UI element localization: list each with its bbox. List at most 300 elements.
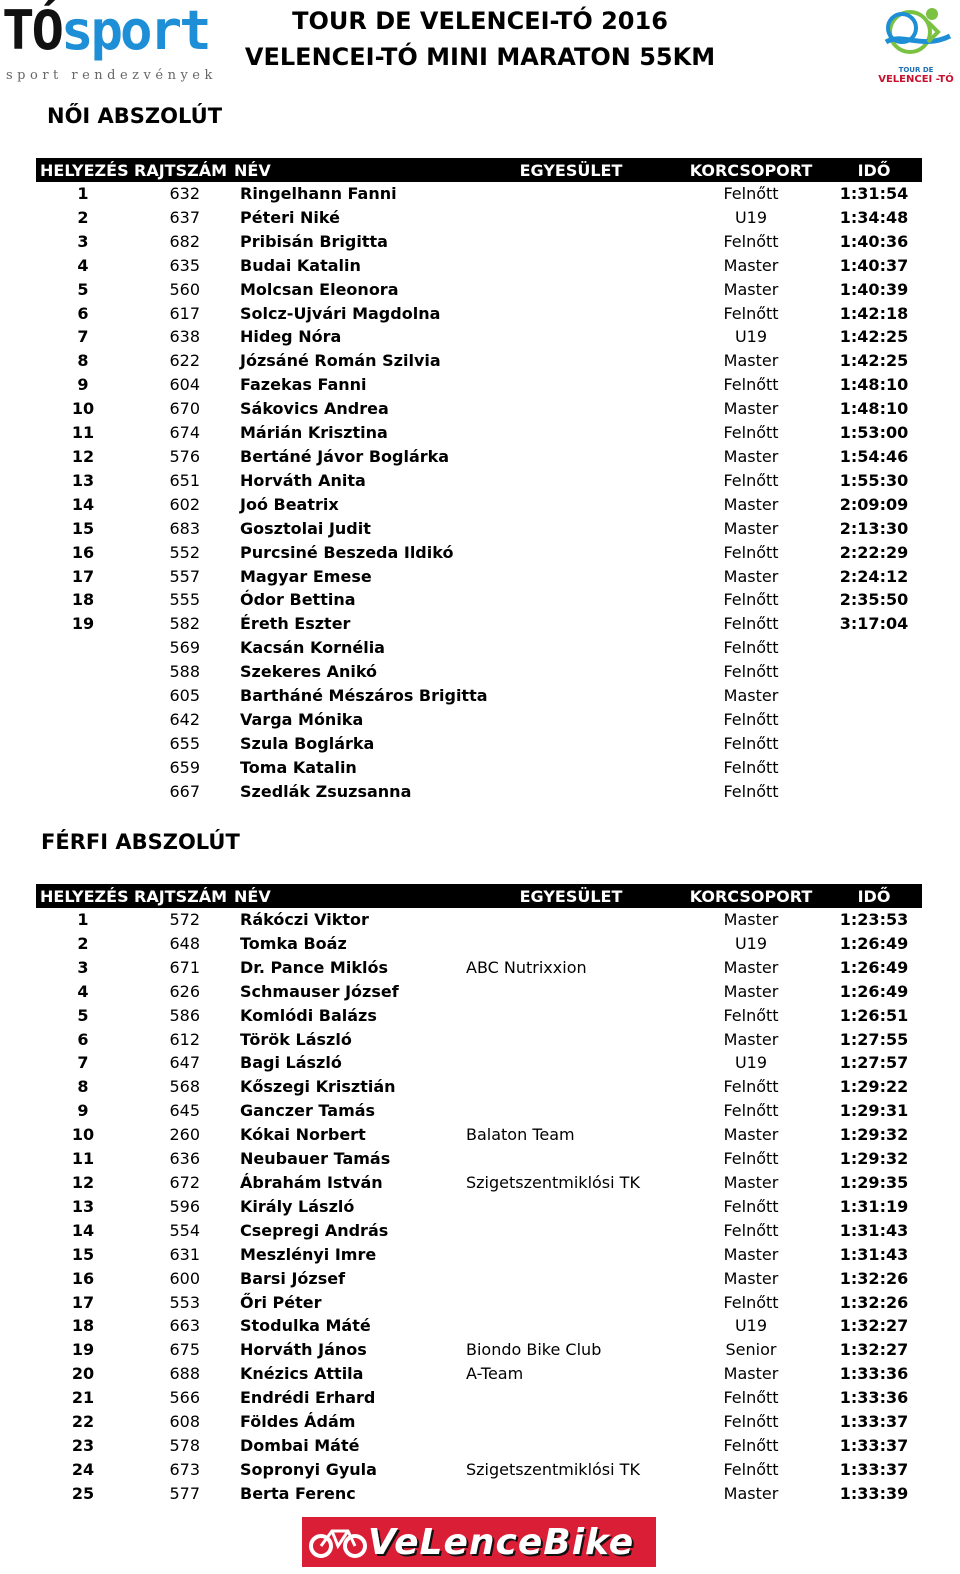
place-cell <box>36 780 130 804</box>
table-header-row <box>36 158 922 182</box>
club-cell <box>466 1075 676 1099</box>
time-cell <box>826 732 922 756</box>
place-cell <box>36 708 130 732</box>
category-cell: Felnőtt <box>723 709 779 729</box>
category-cell: Master <box>723 566 779 586</box>
sponsor-name: VeLenceBike <box>367 1521 635 1563</box>
time-cell: 1:32:26 <box>839 1268 909 1288</box>
category-cell: Felnőtt <box>723 1292 779 1312</box>
table-row <box>36 956 922 980</box>
table-row <box>36 1099 922 1123</box>
table-header-row <box>36 884 922 908</box>
club-cell <box>466 980 676 1004</box>
table-row <box>36 1362 922 1386</box>
bib-number-cell: 626 <box>169 981 200 1001</box>
bib-number-cell: 670 <box>169 399 200 419</box>
table-row <box>36 541 922 565</box>
category-cell: Felnőtt <box>723 1459 779 1479</box>
bib-number-cell: 617 <box>169 303 200 323</box>
category-cell: Felnőtt <box>723 757 779 777</box>
category-cell: Felnőtt <box>723 614 779 634</box>
rider-name-cell: Sákovics Andrea <box>240 399 389 419</box>
bib-number-cell: 578 <box>169 1435 200 1455</box>
table-row <box>36 421 922 445</box>
bib-number-cell: 586 <box>169 1005 200 1025</box>
bib-number-cell: 569 <box>169 638 200 658</box>
rider-name-cell: Éreth Eszter <box>240 614 351 634</box>
category-cell: Felnőtt <box>723 231 779 251</box>
place-cell: 8 <box>77 351 89 371</box>
bib-number-cell: 555 <box>169 590 200 610</box>
time-cell: 1:26:51 <box>839 1005 909 1025</box>
place-cell <box>36 732 130 756</box>
table-row <box>36 708 922 732</box>
club-cell: Szigetszentmiklósi TK <box>466 1172 640 1192</box>
rider-name-cell: Gosztolai Judit <box>240 518 371 538</box>
place-cell: 13 <box>71 1196 95 1216</box>
place-cell <box>36 636 130 660</box>
rider-name-cell: Józsáné Román Szilvia <box>240 351 441 371</box>
place-cell: 4 <box>77 981 89 1001</box>
club-cell <box>466 1099 676 1123</box>
rider-name-cell: Csepregi András <box>240 1220 389 1240</box>
category-cell: Master <box>723 1364 779 1384</box>
time-cell: 1:53:00 <box>839 423 909 443</box>
club-cell <box>466 1147 676 1171</box>
category-cell: Felnőtt <box>723 733 779 753</box>
club-cell <box>466 1195 676 1219</box>
logo-subtitle: sport rendezvények <box>6 68 217 83</box>
header-category: KORCSOPORT <box>676 884 826 908</box>
bib-number-cell: 651 <box>169 470 200 490</box>
club-cell <box>466 1051 676 1075</box>
table-row <box>36 1291 922 1315</box>
bib-number-cell: 596 <box>169 1196 200 1216</box>
time-cell: 1:31:43 <box>839 1220 909 1240</box>
time-cell: 1:33:36 <box>839 1364 909 1384</box>
club-cell: Biondo Bike Club <box>466 1340 602 1360</box>
header-club: EGYESÜLET <box>466 884 676 908</box>
time-cell: 1:40:36 <box>839 231 909 251</box>
bib-number-cell: 608 <box>169 1412 200 1432</box>
category-cell: Felnőtt <box>723 662 779 682</box>
category-cell: Felnőtt <box>723 1196 779 1216</box>
bib-number-cell: 638 <box>169 327 200 347</box>
table-row <box>36 908 922 932</box>
table-row <box>36 684 922 708</box>
bib-number-cell: 648 <box>169 933 200 953</box>
bib-number-cell: 631 <box>169 1244 200 1264</box>
time-cell: 1:33:39 <box>839 1483 909 1503</box>
club-cell: Szigetszentmiklósi TK <box>466 1459 640 1479</box>
time-cell: 1:29:35 <box>839 1172 909 1192</box>
place-cell: 6 <box>77 303 89 323</box>
table-row <box>36 1386 922 1410</box>
time-cell: 1:31:19 <box>839 1196 909 1216</box>
table-row <box>36 1051 922 1075</box>
table-row <box>36 373 922 397</box>
place-cell: 18 <box>71 1316 95 1336</box>
place-cell <box>36 684 130 708</box>
bib-number-cell: 647 <box>169 1053 200 1073</box>
rider-name-cell: Rákóczi Viktor <box>240 910 369 929</box>
rider-name-cell: Dombai Máté <box>240 1435 360 1455</box>
place-cell: 1 <box>77 910 89 929</box>
category-cell: Felnőtt <box>723 1435 779 1455</box>
bib-number-cell: 566 <box>169 1388 200 1408</box>
rider-name-cell: Molcsan Eleonora <box>240 279 399 299</box>
time-cell: 1:31:54 <box>839 184 909 203</box>
rider-name-cell: Kacsán Kornélia <box>240 638 385 658</box>
table-row <box>36 1147 922 1171</box>
table-row <box>36 1171 922 1195</box>
bib-number-cell: 600 <box>169 1268 200 1288</box>
rider-name-cell: Barsi József <box>240 1268 346 1288</box>
category-cell: Felnőtt <box>723 1412 779 1432</box>
place-cell: 4 <box>77 255 89 275</box>
header-name: NÉV <box>230 158 466 182</box>
time-cell: 1:32:27 <box>839 1316 909 1336</box>
table-row <box>36 756 922 780</box>
club-cell <box>466 493 676 517</box>
bib-number-cell: 612 <box>169 1029 200 1049</box>
table-row <box>36 230 922 254</box>
place-cell: 23 <box>71 1435 95 1455</box>
time-cell: 1:26:49 <box>839 933 909 953</box>
category-cell: Felnőtt <box>723 1388 779 1408</box>
rider-name-cell: Ganczer Tamás <box>240 1101 376 1121</box>
rider-name-cell: Budai Katalin <box>240 255 361 275</box>
bicycle-icon <box>308 1525 368 1559</box>
time-cell: 3:17:04 <box>839 614 909 634</box>
bib-number-cell: 635 <box>169 255 200 275</box>
time-cell: 1:33:36 <box>839 1388 909 1408</box>
table-row <box>36 517 922 541</box>
time-cell: 1:29:32 <box>839 1125 909 1145</box>
logo-word-part-1: TÓ <box>2 0 62 62</box>
place-cell: 3 <box>77 957 89 977</box>
header-time: IDŐ <box>826 884 922 908</box>
time-cell: 1:33:37 <box>839 1435 909 1455</box>
category-cell: Master <box>723 1172 779 1192</box>
category-cell: Felnőtt <box>723 590 779 610</box>
time-cell: 1:42:18 <box>839 303 909 323</box>
time-cell: 1:29:22 <box>839 1077 909 1097</box>
club-cell <box>466 373 676 397</box>
time-cell: 1:42:25 <box>839 351 909 371</box>
rider-name-cell: Ódor Bettina <box>240 590 356 610</box>
category-cell: Felnőtt <box>723 1220 779 1240</box>
rider-name-cell: Szekeres Anikó <box>240 662 378 682</box>
tour-de-velencei-to-logo <box>872 2 958 86</box>
rider-name-cell: Péteri Niké <box>240 207 340 227</box>
bib-number-cell: 582 <box>169 614 200 634</box>
place-cell: 9 <box>77 375 89 395</box>
bib-number-cell: 572 <box>169 910 200 929</box>
club-cell <box>466 708 676 732</box>
rider-name-cell: Szedlák Zsuzsanna <box>240 781 412 801</box>
bib-number-cell: 632 <box>169 184 200 203</box>
place-cell: 12 <box>71 1172 95 1192</box>
club-cell <box>466 206 676 230</box>
club-cell <box>466 421 676 445</box>
bib-number-cell: 637 <box>169 207 200 227</box>
header-place: HELYEZÉS <box>36 884 130 908</box>
place-cell: 15 <box>71 518 95 538</box>
time-cell: 1:33:37 <box>839 1412 909 1432</box>
table-row <box>36 1123 922 1147</box>
category-cell: Master <box>723 910 779 929</box>
place-cell: 2 <box>77 207 89 227</box>
category-cell: Master <box>723 686 779 706</box>
time-cell: 1:27:57 <box>839 1053 909 1073</box>
place-cell: 5 <box>77 279 89 299</box>
place-cell: 14 <box>71 1220 95 1240</box>
category-cell: U19 <box>734 1316 768 1336</box>
club-cell <box>466 1267 676 1291</box>
bib-number-cell: 560 <box>169 279 200 299</box>
table-row <box>36 1338 922 1362</box>
bib-number-cell: 553 <box>169 1292 200 1312</box>
table-row <box>36 349 922 373</box>
table-row <box>36 660 922 684</box>
place-cell: 21 <box>71 1388 95 1408</box>
category-cell: Felnőtt <box>723 1005 779 1025</box>
table-row <box>36 588 922 612</box>
rider-name-cell: Király László <box>240 1196 355 1216</box>
rider-name-cell: Bertáné Jávor Boglárka <box>240 446 450 466</box>
club-cell <box>466 254 676 278</box>
table-row <box>36 980 922 1004</box>
rider-name-cell: Endrédi Erhard <box>240 1388 376 1408</box>
time-cell <box>826 756 922 780</box>
table-row <box>36 1075 922 1099</box>
club-cell <box>466 302 676 326</box>
time-cell: 1:29:32 <box>839 1149 909 1169</box>
club-cell <box>466 780 676 804</box>
rider-name-cell: Hideg Nóra <box>240 327 342 347</box>
category-cell: Felnőtt <box>723 423 779 443</box>
club-cell <box>466 684 676 708</box>
bib-number-cell: 642 <box>169 709 200 729</box>
table-row <box>36 1482 922 1506</box>
club-cell <box>466 1243 676 1267</box>
place-cell: 1 <box>77 184 89 203</box>
place-cell: 12 <box>71 446 95 466</box>
club-cell <box>466 612 676 636</box>
place-cell: 16 <box>71 542 95 562</box>
bib-number-cell: 673 <box>169 1459 200 1479</box>
bib-number-cell: 554 <box>169 1220 200 1240</box>
place-cell: 10 <box>71 1125 95 1145</box>
place-cell: 19 <box>71 1340 95 1360</box>
time-cell: 2:13:30 <box>839 518 909 538</box>
place-cell: 19 <box>71 614 95 634</box>
logo-word-part-2: sport <box>61 0 209 62</box>
category-cell: Felnőtt <box>723 1101 779 1121</box>
category-cell: Master <box>723 1029 779 1049</box>
place-cell: 2 <box>77 933 89 953</box>
category-cell: Felnőtt <box>723 1077 779 1097</box>
table-row <box>36 612 922 636</box>
time-cell: 1:48:10 <box>839 375 909 395</box>
place-cell: 10 <box>71 399 95 419</box>
table-row <box>36 1004 922 1028</box>
rider-name-cell: Márián Krisztina <box>240 423 388 443</box>
header-name: NÉV <box>230 884 466 908</box>
rider-name-cell: Toma Katalin <box>240 757 357 777</box>
club-cell <box>466 636 676 660</box>
bib-number-cell: 663 <box>169 1316 200 1336</box>
category-cell: Felnőtt <box>723 375 779 395</box>
bib-number-cell: 602 <box>169 494 200 514</box>
place-cell: 17 <box>71 1292 95 1312</box>
table-row <box>36 932 922 956</box>
rider-name-cell: Török László <box>240 1029 352 1049</box>
rider-name-cell: Solcz-Ujvári Magdolna <box>240 303 441 323</box>
time-cell: 1:31:43 <box>839 1244 909 1264</box>
time-cell: 1:34:48 <box>839 207 909 227</box>
club-cell <box>466 660 676 684</box>
bib-number-cell: 672 <box>169 1172 200 1192</box>
bib-number-cell: 260 <box>169 1125 200 1145</box>
club-cell <box>466 908 676 932</box>
rider-name-cell: Stodulka Máté <box>240 1316 371 1336</box>
category-cell: Master <box>723 1125 779 1145</box>
club-cell <box>466 1314 676 1338</box>
time-cell: 2:09:09 <box>839 494 909 514</box>
place-cell: 25 <box>71 1483 95 1503</box>
club-cell: Balaton Team <box>466 1125 575 1145</box>
time-cell: 1:29:31 <box>839 1101 909 1121</box>
cyclist-lake-icon <box>872 2 958 64</box>
bib-number-cell: 674 <box>169 423 200 443</box>
rider-name-cell: Joó Beatrix <box>240 494 339 514</box>
bib-number-cell: 557 <box>169 566 200 586</box>
club-cell <box>466 445 676 469</box>
time-cell: 1:33:37 <box>839 1459 909 1479</box>
rider-name-cell: Meszlényi Imre <box>240 1244 377 1264</box>
header-category: KORCSOPORT <box>676 158 826 182</box>
club-cell <box>466 469 676 493</box>
table-row <box>36 445 922 469</box>
club-cell: A-Team <box>466 1364 524 1384</box>
rider-name-cell: Pribisán Brigitta <box>240 231 388 251</box>
club-cell <box>466 1434 676 1458</box>
logo-right-small-text: TOUR DE <box>898 66 934 74</box>
category-cell: U19 <box>734 933 768 953</box>
place-cell: 6 <box>77 1029 89 1049</box>
bib-number-cell: 682 <box>169 231 200 251</box>
place-cell: 5 <box>77 1005 89 1025</box>
club-cell <box>466 932 676 956</box>
rider-name-cell: Neubauer Tamás <box>240 1149 391 1169</box>
rider-name-cell: Varga Mónika <box>240 709 364 729</box>
category-cell: Master <box>723 518 779 538</box>
category-cell: Felnőtt <box>723 303 779 323</box>
club-cell <box>466 278 676 302</box>
place-cell: 18 <box>71 590 95 610</box>
place-cell: 11 <box>71 423 95 443</box>
bib-number-cell: 667 <box>169 781 200 801</box>
time-cell: 1:42:25 <box>839 327 909 347</box>
category-cell: U19 <box>734 327 768 347</box>
place-cell: 11 <box>71 1149 95 1169</box>
club-cell <box>466 565 676 589</box>
club-cell <box>466 541 676 565</box>
header-club: EGYESÜLET <box>466 158 676 182</box>
place-cell <box>36 756 130 780</box>
category-cell: Felnőtt <box>723 638 779 658</box>
bib-number-cell: 688 <box>169 1364 200 1384</box>
rider-name-cell: Schmauser József <box>240 981 399 1001</box>
category-cell: Felnőtt <box>723 470 779 490</box>
bib-number-cell: 683 <box>169 518 200 538</box>
category-cell: Felnőtt <box>723 542 779 562</box>
place-cell: 20 <box>71 1364 95 1384</box>
category-cell: Master <box>723 1244 779 1264</box>
table-row <box>36 206 922 230</box>
rider-name-cell: Dr. Pance Miklós <box>240 957 388 977</box>
table-row <box>36 278 922 302</box>
table-row <box>36 636 922 660</box>
time-cell: 1:27:55 <box>839 1029 909 1049</box>
rider-name-cell: Knézics Attila <box>240 1364 364 1384</box>
table-row <box>36 1195 922 1219</box>
women-results-table <box>36 158 922 804</box>
rider-name-cell: Bartháné Mészáros Brigitta <box>240 686 488 706</box>
bib-number-cell: 675 <box>169 1340 200 1360</box>
table-row <box>36 302 922 326</box>
bib-number-cell: 588 <box>169 662 200 682</box>
table-row <box>36 565 922 589</box>
time-cell: 1:40:39 <box>839 279 909 299</box>
bib-number-cell: 604 <box>169 375 200 395</box>
bib-number-cell: 655 <box>169 733 200 753</box>
header-place: HELYEZÉS <box>36 158 130 182</box>
bib-number-cell: 568 <box>169 1077 200 1097</box>
rider-name-cell: Tomka Boáz <box>240 933 347 953</box>
bib-number-cell: 645 <box>169 1101 200 1121</box>
rider-name-cell: Horváth János <box>240 1340 367 1360</box>
place-cell: 14 <box>71 494 95 514</box>
time-cell <box>826 660 922 684</box>
category-cell: Master <box>723 957 779 977</box>
bib-number-cell: 577 <box>169 1483 200 1503</box>
time-cell: 1:55:30 <box>839 470 909 490</box>
rider-name-cell: Fazekas Fanni <box>240 375 367 395</box>
time-cell <box>826 708 922 732</box>
rider-name-cell: Magyar Emese <box>240 566 372 586</box>
time-cell: 1:40:37 <box>839 255 909 275</box>
bib-number-cell: 552 <box>169 542 200 562</box>
table-row <box>36 732 922 756</box>
rider-name-cell: Kókai Norbert <box>240 1125 366 1145</box>
women-section-title: NŐI ABSZOLÚT <box>47 104 223 128</box>
bib-number-cell: 671 <box>169 957 200 977</box>
club-cell <box>466 230 676 254</box>
race-title: VELENCEI-TÓ MINI MARATON 55KM <box>244 43 716 71</box>
club-cell <box>466 1028 676 1052</box>
category-cell: Master <box>723 255 779 275</box>
time-cell: 1:26:49 <box>839 981 909 1001</box>
club-cell <box>466 1291 676 1315</box>
rider-name-cell: Bagi László <box>240 1053 342 1073</box>
category-cell: Master <box>723 399 779 419</box>
place-cell: 9 <box>77 1101 89 1121</box>
category-cell: U19 <box>734 1053 768 1073</box>
table-row <box>36 1243 922 1267</box>
